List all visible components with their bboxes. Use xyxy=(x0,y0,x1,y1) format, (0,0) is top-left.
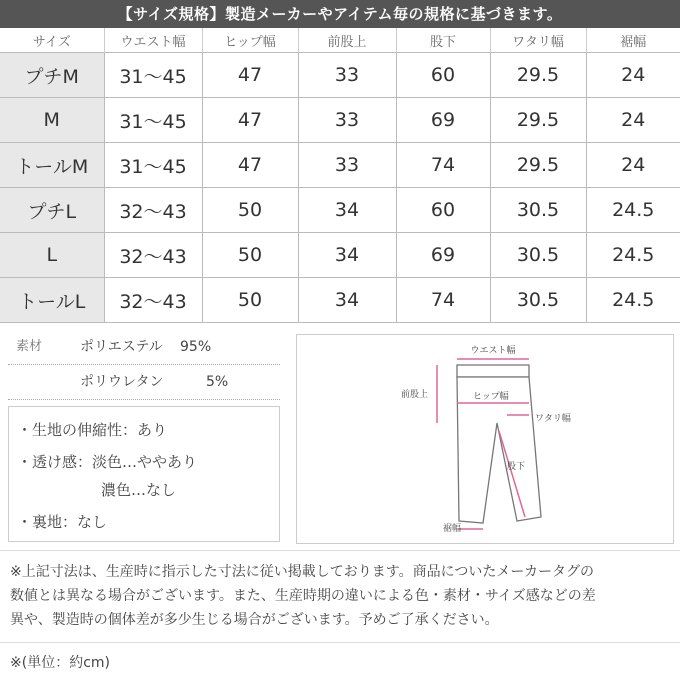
waistband-shape xyxy=(457,365,529,377)
front-rise-label: 前股上 xyxy=(401,390,429,400)
size-table xyxy=(0,28,680,323)
cell-front-rise: 33 xyxy=(298,143,396,188)
row-size-label: トールL xyxy=(0,278,104,323)
cell-front-rise: 34 xyxy=(298,188,396,233)
row-size-label: プチM xyxy=(0,53,104,98)
cell-front-rise: 34 xyxy=(298,233,396,278)
waist-label: ウエスト幅 xyxy=(470,346,516,356)
cell-thigh: 29.5 xyxy=(490,143,586,188)
cell-front-rise: 34 xyxy=(298,278,396,323)
cell-inseam: 69 xyxy=(396,233,490,278)
table-row xyxy=(0,233,680,278)
material-percent: 95% xyxy=(180,339,212,355)
size-table-header-row xyxy=(0,28,680,53)
cell-thigh: 30.5 xyxy=(490,278,586,323)
cell-thigh: 30.5 xyxy=(490,233,586,278)
cell-hip: 50 xyxy=(202,188,298,233)
cell-hem: 24.5 xyxy=(586,188,680,233)
sheer-light-text: ・透け感：淡色…ややあり xyxy=(17,453,198,471)
table-row xyxy=(0,98,680,143)
note-line: ※上記寸法は、生産時に指示した寸法に従い掲載しております。商品についたメーカータグの xyxy=(10,564,595,580)
fabric-properties-box xyxy=(8,406,280,542)
cell-hip: 47 xyxy=(202,98,298,143)
section-divider xyxy=(0,642,680,643)
lining-text: ・裏地：なし xyxy=(17,513,108,531)
header-hem: 裾幅 xyxy=(586,28,680,53)
row-size-label: L xyxy=(0,233,104,278)
cell-front-rise: 33 xyxy=(298,98,396,143)
header-front-rise: 前股上 xyxy=(298,28,396,53)
note-line: 数値とは異なる場合がございます。また、生産時期の違いによる色・素材・サイズ感などの差 xyxy=(10,588,596,604)
material-name: ポリエステル xyxy=(80,339,163,355)
material-row xyxy=(8,365,280,400)
inseam-label: 股下 xyxy=(507,462,526,472)
table-row xyxy=(0,188,680,233)
cell-hem: 24 xyxy=(586,53,680,98)
cell-front-rise: 33 xyxy=(298,53,396,98)
table-row xyxy=(0,143,680,188)
material-section xyxy=(8,330,280,400)
pants-measurement-diagram xyxy=(296,334,674,544)
cell-thigh: 29.5 xyxy=(490,53,586,98)
stretch-text: ・生地の伸縮性：あり xyxy=(17,421,168,439)
header-inseam: 股下 xyxy=(396,28,490,53)
cell-thigh: 30.5 xyxy=(490,188,586,233)
size-spec-banner: 【サイズ規格】製造メーカーやアイテム毎の規格に基づきます。 xyxy=(0,0,680,28)
cell-hip: 47 xyxy=(202,143,298,188)
table-row xyxy=(0,278,680,323)
material-percent: 5% xyxy=(206,374,229,390)
header-thigh: ワタリ幅 xyxy=(490,28,586,53)
cell-inseam: 69 xyxy=(396,98,490,143)
row-size-label: トールM xyxy=(0,143,104,188)
material-name: ポリウレタン xyxy=(80,374,164,390)
disclaimer-notes xyxy=(10,560,674,632)
thigh-label: ワタリ幅 xyxy=(535,414,571,424)
cell-waist: 31〜45 xyxy=(104,98,202,143)
material-row xyxy=(8,330,280,365)
unit-note: ※(単位：約cm) xyxy=(10,655,110,671)
cell-inseam: 60 xyxy=(396,188,490,233)
cell-hip: 50 xyxy=(202,233,298,278)
note-line: 異や、製造時の個体差が多少生じる場合がございます。予めご了承ください。 xyxy=(10,612,499,628)
cell-waist: 32〜43 xyxy=(104,233,202,278)
hem-label: 裾幅 xyxy=(443,524,462,534)
row-size-label: プチL xyxy=(0,188,104,233)
cell-hip: 47 xyxy=(202,53,298,98)
sheer-dark-text: 濃色…なし xyxy=(101,481,177,499)
header-hip: ヒップ幅 xyxy=(202,28,298,53)
cell-inseam: 74 xyxy=(396,278,490,323)
cell-hem: 24.5 xyxy=(586,278,680,323)
cell-waist: 31〜45 xyxy=(104,53,202,98)
material-label: 素材 xyxy=(16,339,43,354)
cell-thigh: 29.5 xyxy=(490,98,586,143)
cell-hem: 24.5 xyxy=(586,233,680,278)
cell-inseam: 60 xyxy=(396,53,490,98)
row-size-label: M xyxy=(0,98,104,143)
cell-hip: 50 xyxy=(202,278,298,323)
cell-inseam: 74 xyxy=(396,143,490,188)
table-row xyxy=(0,53,680,98)
cell-waist: 31〜45 xyxy=(104,143,202,188)
cell-hem: 24 xyxy=(586,98,680,143)
section-divider xyxy=(0,550,680,551)
hip-label: ヒップ幅 xyxy=(473,392,509,402)
header-size: サイズ xyxy=(0,28,104,53)
cell-waist: 32〜43 xyxy=(104,188,202,233)
header-waist: ウエスト幅 xyxy=(104,28,202,53)
cell-waist: 32〜43 xyxy=(104,278,202,323)
pants-illustration xyxy=(297,335,673,543)
cell-hem: 24 xyxy=(586,143,680,188)
